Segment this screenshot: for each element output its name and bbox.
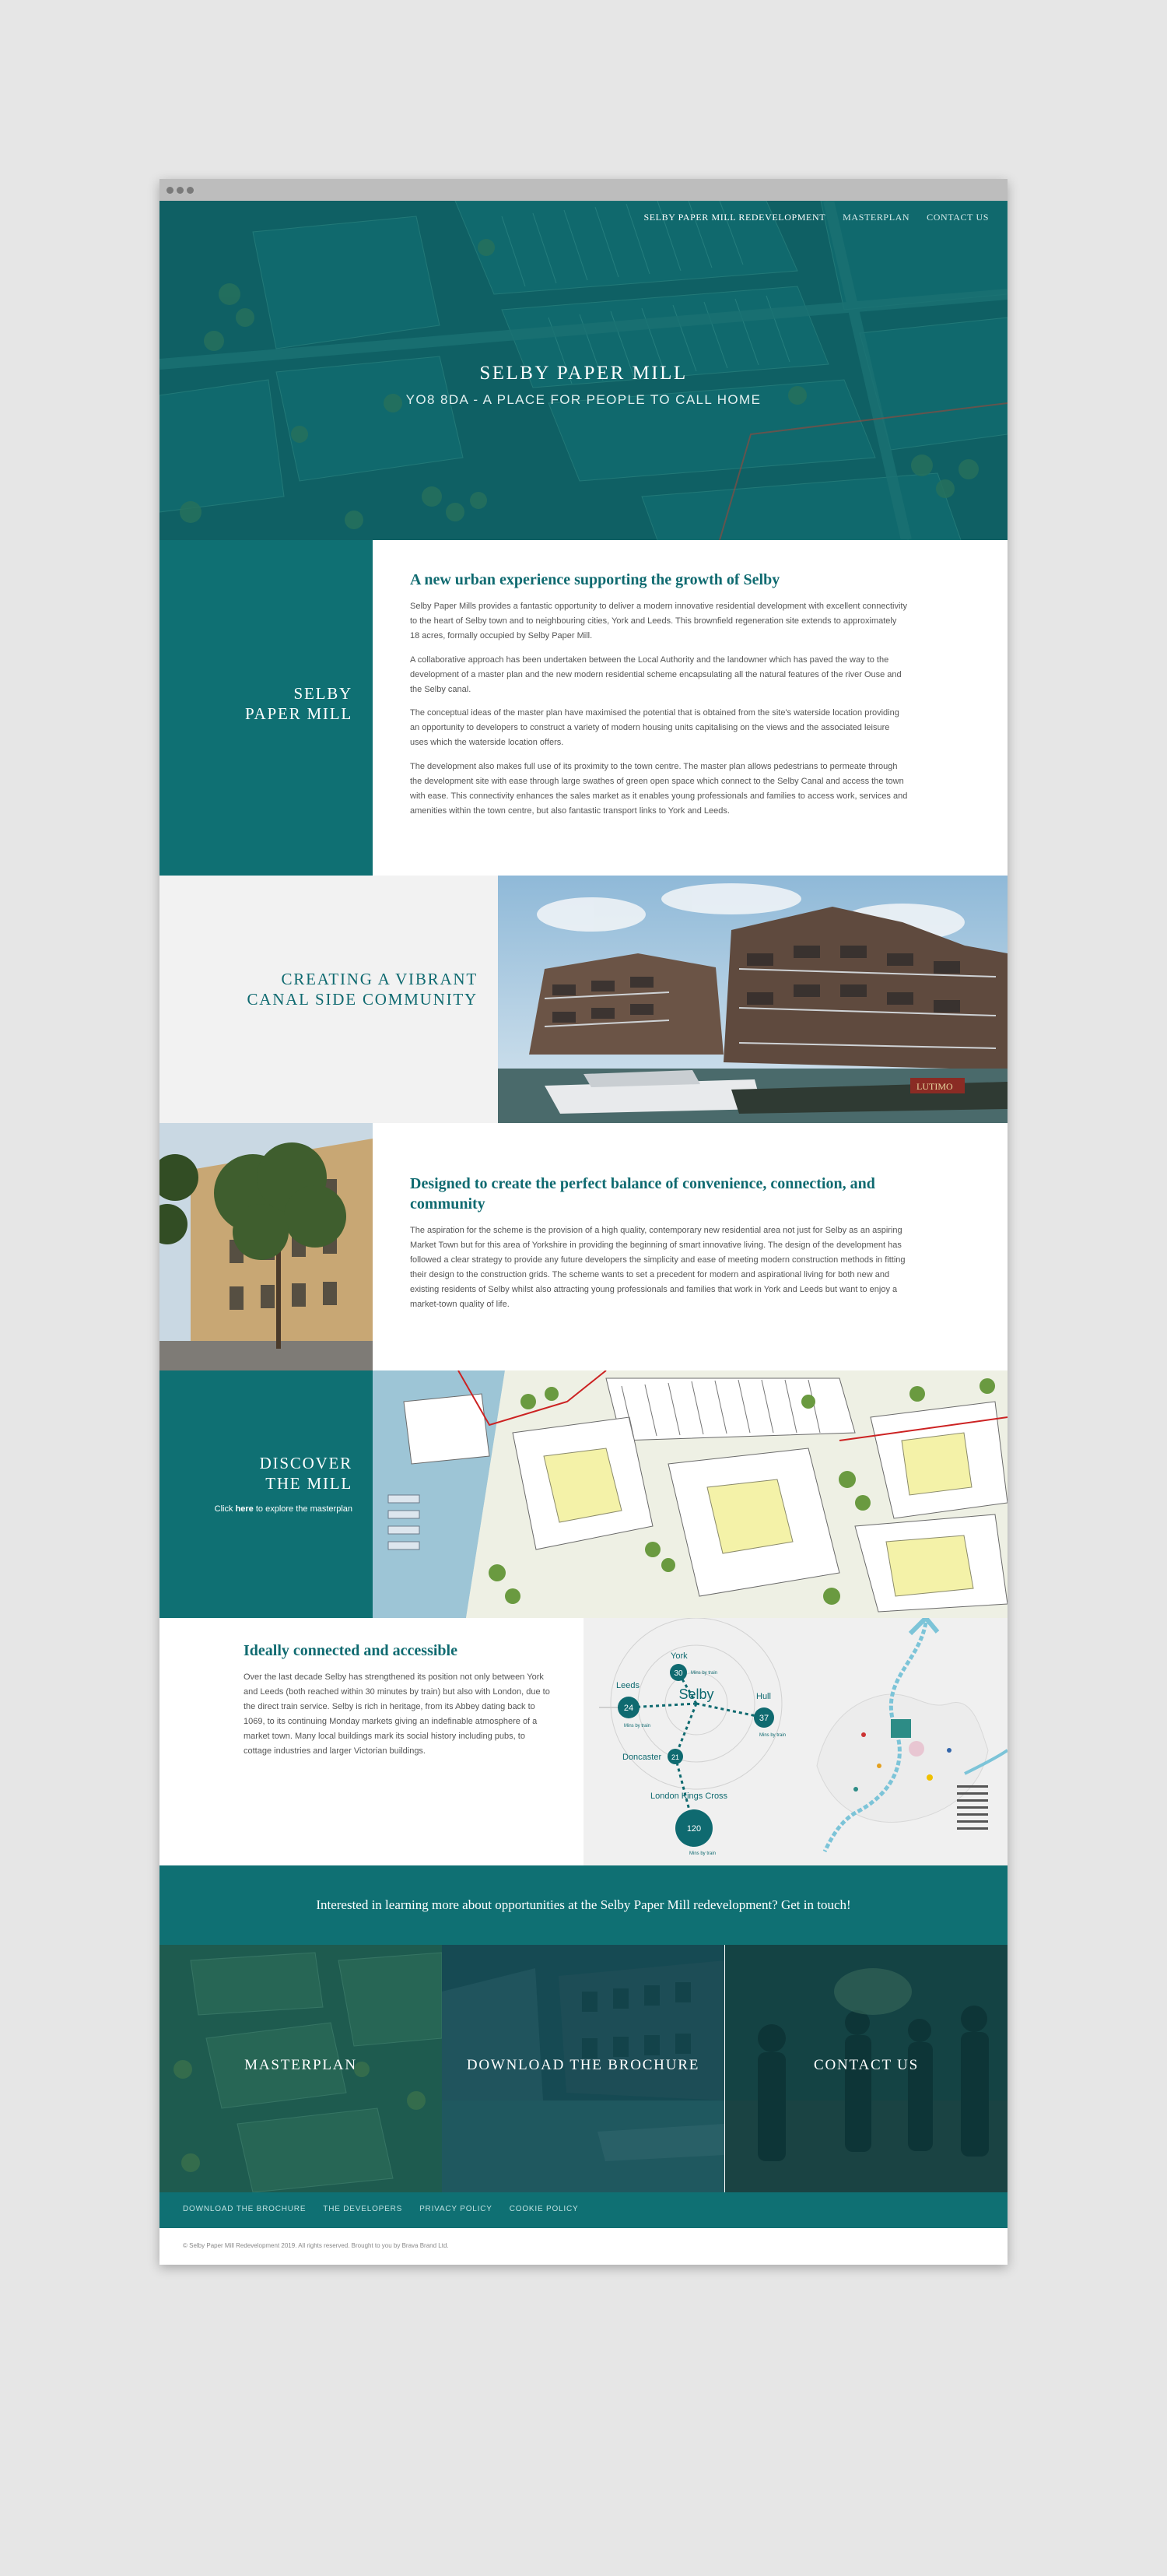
city-leeds-minutes: 24 — [623, 1704, 634, 1713]
connected-content — [244, 1641, 551, 1758]
city-york-unit: Mins by train — [691, 1671, 718, 1676]
window-dot-icon[interactable] — [187, 187, 194, 194]
connected-paragraph: Over the last decade Selby has strengthened its position not only between York and Leeds (both reached within 30 minutes by train) but also with London, due to the direct train service. Selby is rich in heritage, from its Abbey dating back to 1069, to its continuing Monday markets giving an indefinable atmosphere of a market town. Many local buildings mark its social history including pubs, to cottage industries and larger Victorian buildings. — [244, 1672, 550, 1756]
masterplan-image[interactable] — [373, 1370, 1008, 1618]
connected-heading: Ideally connected and accessible — [244, 1642, 457, 1659]
tile-contact[interactable] — [725, 1945, 1008, 2192]
discover-subtext — [212, 1501, 352, 1518]
city-hull-minutes: 37 — [759, 1714, 769, 1723]
canal-title-line1: CREATING A VIBRANT — [281, 970, 478, 988]
city-hull-unit: Mins by train — [759, 1733, 787, 1738]
city-york-name: York — [671, 1651, 688, 1661]
discover-sub-pre: Click — [214, 1504, 236, 1514]
city-york-minutes: 30 — [674, 1669, 683, 1678]
intro-side-title — [245, 683, 352, 725]
discover-panel — [159, 1370, 373, 1618]
discover-title-line2: THE MILL — [265, 1474, 352, 1493]
building-photo — [159, 1123, 373, 1370]
city-leeds-name: Leeds — [616, 1681, 640, 1690]
footer-link-cookie[interactable]: COOKIE POLICY — [509, 2205, 579, 2213]
discover-title-line1: DISCOVER — [259, 1454, 352, 1472]
footer-link-privacy[interactable]: PRIVACY POLICY — [419, 2205, 492, 2213]
intro-paragraph: A collaborative approach has been undertaken between the Local Authority and the landowner which has paved the way to the development of a master plan and the new modern residential scheme encapsulating all the natural features of the river Ouse and the Selby canal. — [410, 655, 902, 694]
map-center-label: Selby — [678, 1686, 714, 1702]
intro-side-title-line1: SELBY — [293, 684, 352, 703]
intro-side-panel — [159, 540, 373, 876]
intro-paragraph: Selby Paper Mills provides a fantastic opportunity to deliver a modern innovative residential development with excellent connectivity to the heart of Selby town and to neighbouring cities, York and Leeds. This brownfield regeneration site extends to approximately 18 acres, formally occupied by Selby Paper Mill. — [410, 602, 907, 640]
browser-chrome — [159, 179, 1008, 201]
city-hull-name: Hull — [756, 1692, 771, 1701]
tile-brochure-label: DOWNLOAD THE BROCHURE — [466, 2057, 700, 2073]
canal-panel — [159, 876, 498, 1123]
intro-side-title-line2: PAPER MILL — [244, 704, 352, 724]
designed-heading: Designed to create the perfect balance of convenience, connection, and community — [410, 1175, 875, 1213]
footer-nav — [159, 2192, 1008, 2228]
discover-sub-post: to explore the masterplan — [253, 1504, 352, 1514]
nav-item-masterplan[interactable]: MASTERPLAN — [843, 212, 910, 223]
intro-heading: A new urban experience supporting the growth of Selby — [410, 571, 780, 588]
intro-content — [410, 570, 908, 819]
city-london-name: London Kings Cross — [650, 1792, 728, 1801]
nav-item-contact[interactable]: CONTACT US — [927, 212, 989, 223]
browser-window — [159, 179, 1008, 2265]
discover-title — [260, 1453, 352, 1494]
canal-photo — [498, 876, 1008, 1123]
footer-link-developers[interactable]: THE DEVELOPERS — [323, 2205, 403, 2213]
tile-brochure[interactable] — [442, 1945, 724, 2192]
copyright: © Selby Paper Mill Redevelopment 2019. All rights reserved. Brought to you by Brava Brand Ltd. — [183, 2242, 449, 2249]
intro-paragraph: The development also makes full use of its proximity to the town centre. The master plan allows pedestrians to permeate through the development site with ease through large swathes of green open space which connect to the Selby Canal and access the town with ease. This connectivity enhances the sales market as it enables young professionals and families to access work, services and amenities within the town centre, but also fantastic transport links to York and Leeds. — [410, 762, 908, 816]
cta-text[interactable]: Interested in learning more about opportunities at the Selby Paper Mill redevelopment? Get in touch! — [316, 1897, 851, 1912]
boat-sign: LUTIMO — [916, 1081, 953, 1092]
canal-title-line2: CANAL SIDE COMMUNITY — [247, 990, 478, 1009]
city-london-minutes: 120 — [686, 1824, 702, 1834]
city-doncaster-minutes: 21 — [671, 1753, 680, 1761]
designed-paragraph: The aspiration for the scheme is the provision of a high quality, contemporary new residential area not just for Selby as an aspiring Market Town but for this area of Yorkshire in providing the beginning of smart innovative living. The design of the development has followed a clear strategy to provide any future developers the simplicity and ease of meeting modern construction methods in fitting their design to the construction grids. The scheme wants to set a precedent for modern and aspirational living for both new and existing residents of Selby whilst also attracting young professionals and families that work in York and Leeds but want to enjoy a market-town quality of life. — [410, 1226, 906, 1309]
cta-bar — [159, 1865, 1008, 1945]
masterplan-link[interactable]: here — [235, 1504, 254, 1514]
city-leeds-unit: Mins by train — [624, 1724, 651, 1728]
hero-section — [159, 201, 1008, 540]
tile-masterplan[interactable] — [159, 1945, 442, 2192]
tile-masterplan-label: MASTERPLAN — [244, 2057, 357, 2073]
connectivity-maps — [584, 1618, 1008, 1865]
hero-title: SELBY PAPER MILL — [479, 363, 688, 384]
designed-content — [410, 1174, 916, 1311]
top-nav — [643, 212, 989, 223]
intro-paragraph: The conceptual ideas of the master plan have maximised the potential that is obtained from the site's waterside location providing an opportunity to developers to construct a variety of modern housing units capitalising on the views and the associated leisure uses which the waterside location offers. — [410, 708, 899, 748]
nav-item-redevelopment[interactable]: SELBY PAPER MILL REDEVELOPMENT — [643, 212, 826, 223]
city-doncaster-name: Doncaster — [622, 1753, 662, 1762]
window-dot-icon[interactable] — [166, 187, 173, 194]
footer-link-brochure[interactable]: DOWNLOAD THE BROCHURE — [183, 2205, 307, 2213]
canal-title — [247, 969, 478, 1010]
hero-subtitle: YO8 8DA - A PLACE FOR PEOPLE TO CALL HOME — [405, 392, 762, 407]
tile-contact-label: CONTACT US — [814, 2057, 919, 2073]
city-london-unit: Mins by train — [689, 1851, 717, 1856]
window-dot-icon[interactable] — [177, 187, 184, 194]
